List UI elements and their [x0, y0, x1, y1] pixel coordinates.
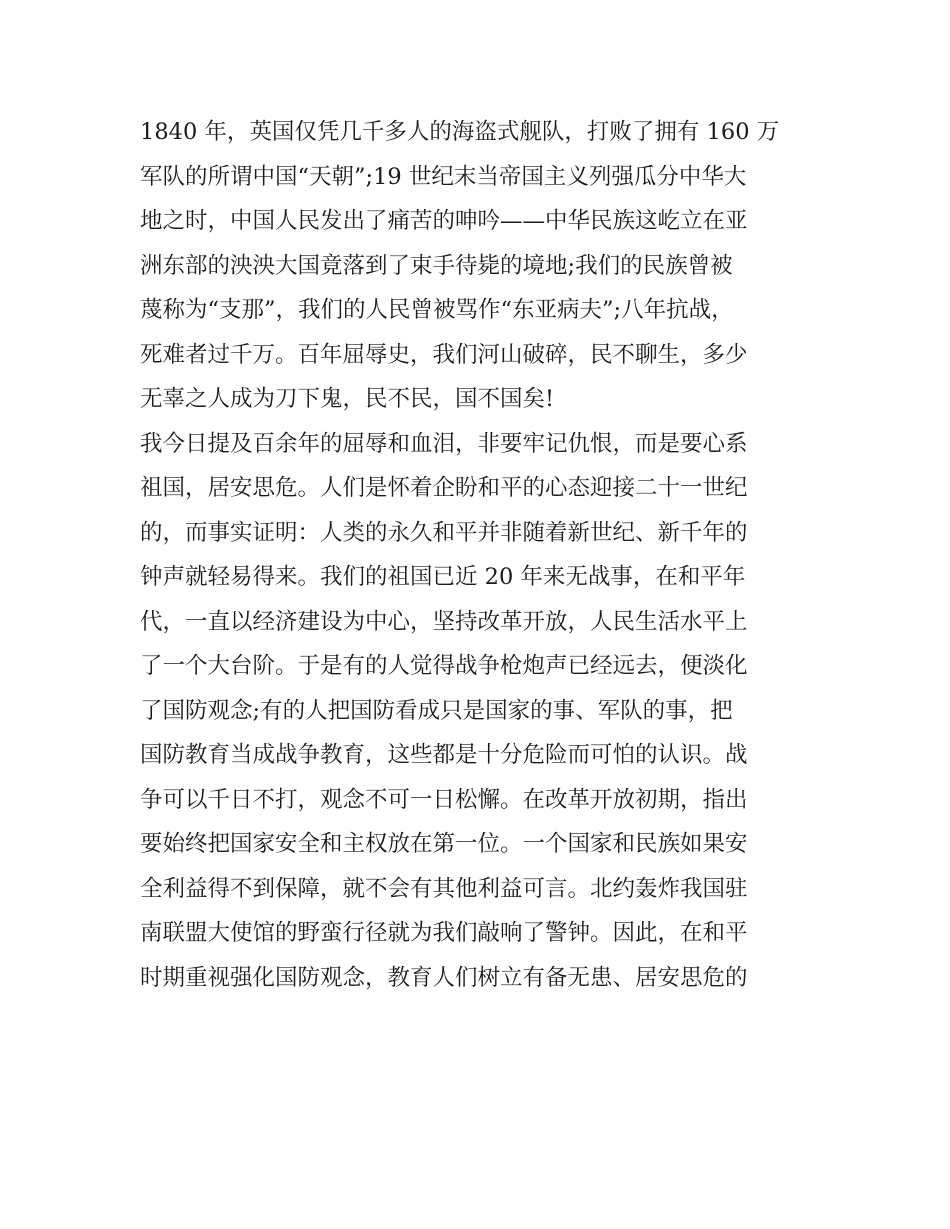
text-line: 军队的所谓中国“天朝”;19 世纪末当帝国主义列强瓜分中华大 [140, 163, 747, 190]
text-line: 的，而事实证明：人类的永久和平并非随着新世纪、新千年的 [140, 519, 748, 546]
text-line: 国防教育当成战争教育，这些都是十分危险而可怕的认识。战 [140, 742, 748, 768]
text-line: 无辜之人成为刀下鬼，民不民，国不国矣! [140, 386, 555, 412]
text-line: 蔑称为“支那”，我们的人民曾被骂作“东亚病夫”;八年抗战， [140, 297, 734, 323]
text-line: 洲东部的泱泱大国竟落到了束手待毙的境地;我们的民族曾被 [140, 252, 733, 279]
text-line: 代，一直以经济建设为中心，坚持改革开放，人民生活水平上 [140, 608, 748, 635]
text-line: 祖国，居安思危。人们是怀着企盼和平的心态迎接二十一世纪 [140, 475, 748, 501]
text-line: 南联盟大使馆的野蛮行径就为我们敲响了警钟。因此，在和平 [140, 920, 748, 946]
text-line: 了国防观念;有的人把国防看成只是国家的事、军队的事，把 [140, 697, 733, 724]
text-line: 了一个大台阶。于是有的人觉得战争枪炮声已经远去，便淡化 [140, 653, 748, 679]
text-line: 争可以千日不打，观念不可一日松懈。在改革开放初期，指出 [140, 786, 748, 813]
text-line: 时期重视强化国防观念，教育人们树立有备无患、居安思危的 [140, 964, 748, 991]
body-text [140, 110, 820, 1000]
text-line: 钟声就轻易得来。我们的祖国已近 20 年来无战事，在和平年 [140, 564, 746, 590]
text-line: 地之时，中国人民发出了痛苦的呻吟——中华民族这屹立在亚 [140, 208, 748, 234]
text-line: 我今日提及百余年的屈辱和血泪，非要牢记仇恨，而是要心系 [140, 430, 748, 457]
text-line: 全利益得不到保障，就不会有其他利益可言。北约轰炸我国驻 [140, 875, 748, 902]
text-line: 1840 年，英国仅凭几千多人的海盗式舰队，打败了拥有 160 万 [140, 119, 780, 145]
text-line: 要始终把国家安全和主权放在第一位。一个国家和民族如果安 [140, 831, 748, 857]
text-line: 死难者过千万。百年屈辱史，我们河山破碎，民不聊生，多少 [140, 341, 748, 368]
